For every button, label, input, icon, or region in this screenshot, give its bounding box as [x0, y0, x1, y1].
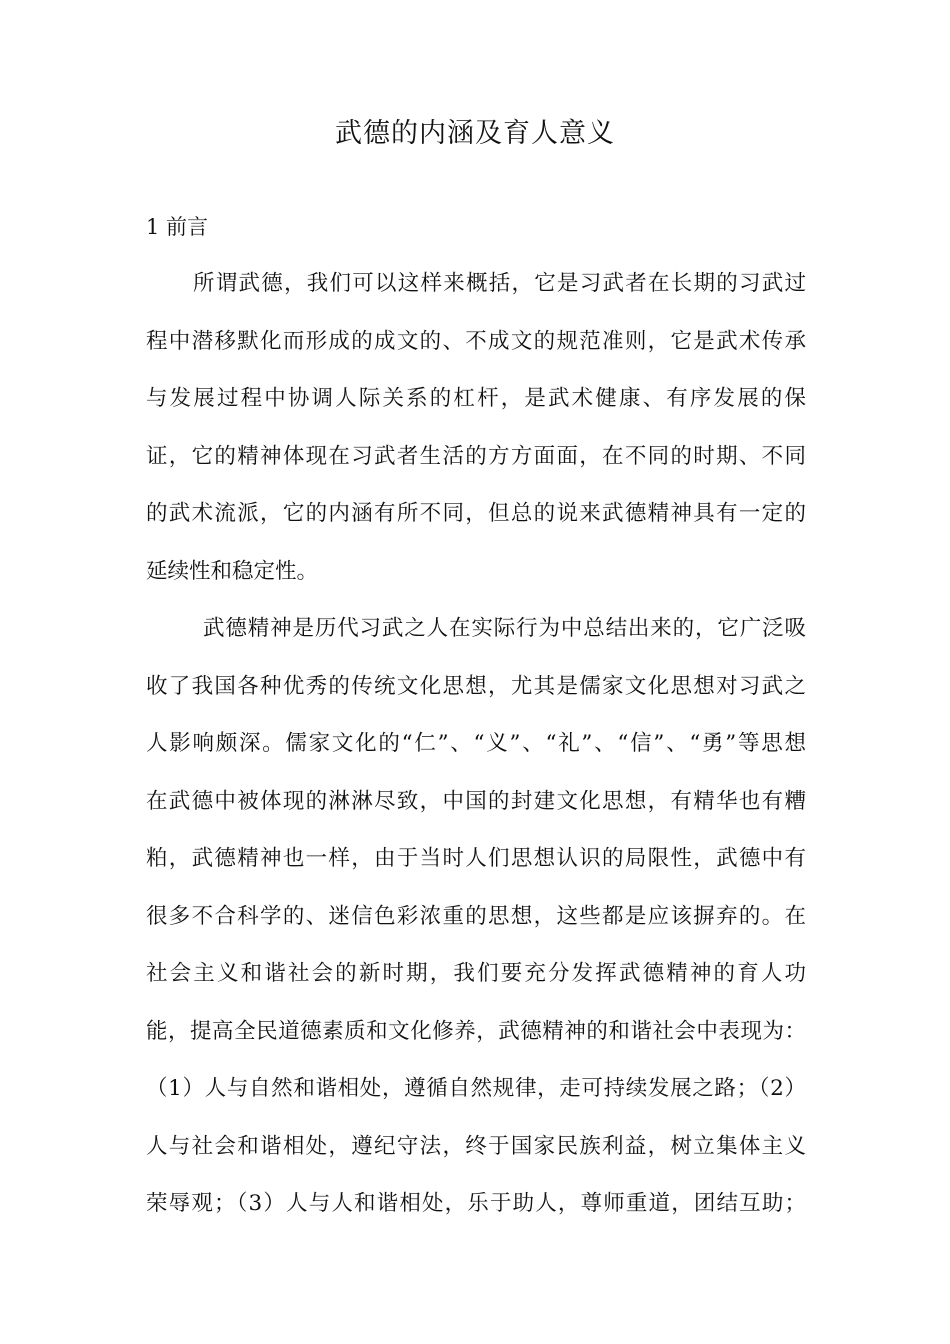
document-title: 武德的内涵及育人意义 — [335, 118, 615, 149]
paragraph-line: 很多不合科学的、迷信色彩浓重的思想，这些都是应该摒弃的。在 — [146, 904, 806, 929]
paragraph-line: 人影响颇深。儒家文化的“仁”、“义”、“礼”、“信”、“勇”等思想 — [146, 731, 806, 756]
paragraph-line: 荣辱观；（3）人与人和谐相处，乐于助人，尊师重道，团结互助； — [146, 1191, 806, 1216]
paragraph-line: 所谓武德，我们可以这样来概括，它是习武者在长期的习武过 — [193, 271, 806, 296]
paragraph-line: 程中潜移默化而形成的成文的、不成文的规范准则，它是武术传承 — [146, 329, 806, 354]
paragraph-line: 证，它的精神体现在习武者生活的方方面面，在不同的时期、不同 — [146, 444, 806, 469]
paragraph-line: 收了我国各种优秀的传统文化思想，尤其是儒家文化思想对习武之 — [146, 674, 806, 699]
paragraph-line: 社会主义和谐社会的新时期，我们要充分发挥武德精神的育人功 — [146, 961, 806, 986]
paragraph-line: （1）人与自然和谐相处，遵循自然规律，走可持续发展之路；（2） — [146, 1076, 806, 1101]
paragraph-line: 的武术流派，它的内涵有所不同，但总的说来武德精神具有一定的 — [146, 501, 806, 526]
paragraph-line: 粕，武德精神也一样，由于当时人们思想认识的局限性，武德中有 — [146, 846, 806, 871]
section-heading: 1 前言 — [146, 215, 209, 239]
paragraph-line: 与发展过程中协调人际关系的杠杆，是武术健康、有序发展的保 — [146, 386, 806, 411]
paragraph-line: 人与社会和谐相处，遵纪守法，终于国家民族利益，树立集体主义 — [146, 1134, 806, 1159]
paragraph-line: 延续性和稳定性。 — [146, 559, 319, 584]
paragraph-line: 能，提高全民道德素质和文化修养，武德精神的和谐社会中表现为： — [146, 1019, 806, 1044]
paragraph-line: 武德精神是历代习武之人在实际行为中总结出来的，它广泛吸 — [203, 616, 806, 641]
paragraph-line: 在武德中被体现的淋淋尽致，中国的封建文化思想，有精华也有糟 — [146, 789, 806, 814]
